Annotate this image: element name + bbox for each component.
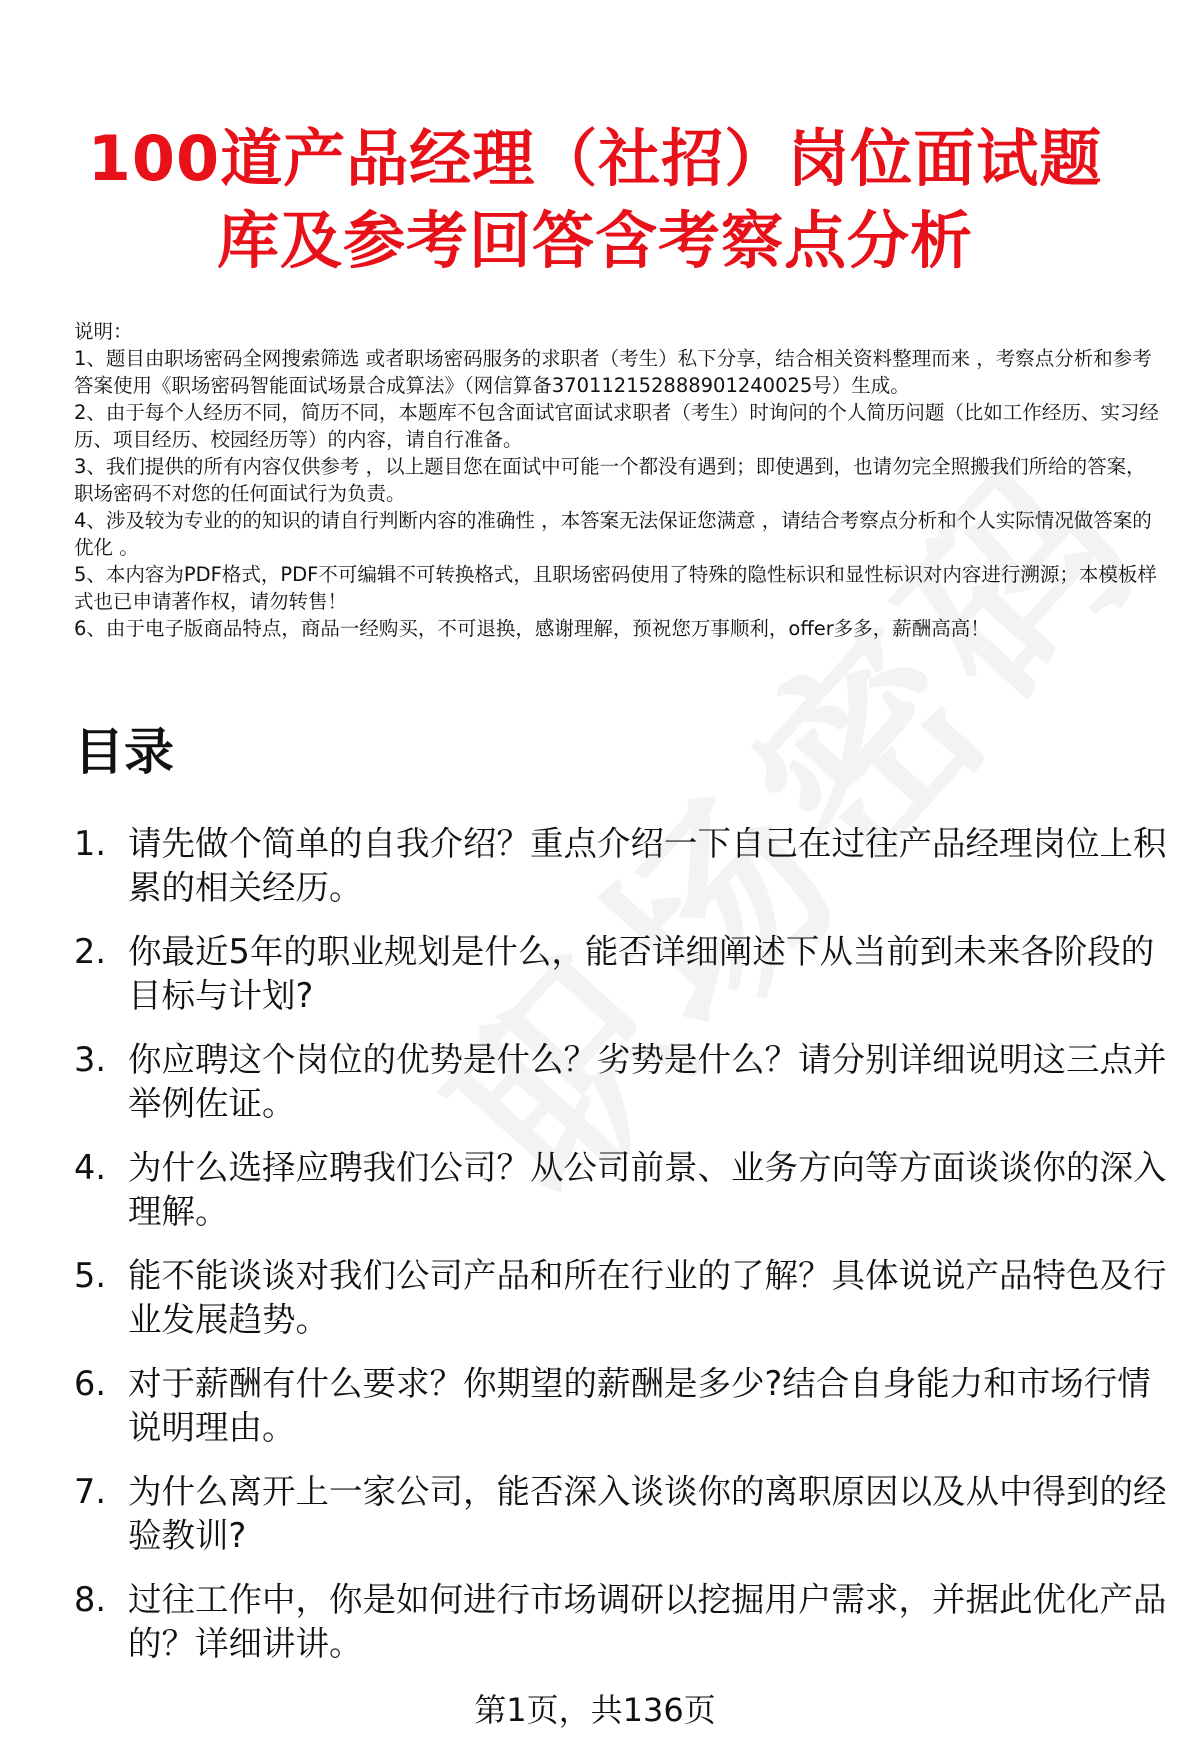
toc-list	[74, 822, 1170, 1686]
toc-item	[74, 822, 1170, 910]
toc-item	[74, 1254, 1170, 1342]
toc-item-text: 请先做个简单的自我介绍？重点介绍一下自己在过往产品经理岗位上积累的相关经历。	[128, 824, 1167, 907]
title-line-2: 库及参考回答含考察点分析	[216, 204, 973, 277]
toc-item-text: 为什么离开上一家公司，能否深入谈谈你的离职原因以及从中得到的经验教训?	[128, 1472, 1167, 1555]
toc-item	[74, 1362, 1170, 1450]
toc-item-number: 4.	[74, 1148, 106, 1187]
note-item: 1、题目由职场密码全网搜索筛选 或者职场密码服务的求职者（考生）私下分享，结合相关资料整理而来 ，考察点分析和参考答案使用《职场密码智能面试场景合成算法》（网信算备370112152888901240025号）生成。	[74, 347, 1152, 397]
toc-item	[74, 1038, 1170, 1126]
toc-item-text: 你应聘这个岗位的优势是什么？劣势是什么？请分别详细说明这三点并举例佐证。	[128, 1040, 1167, 1123]
toc-heading: 目录	[74, 723, 174, 781]
toc-item-number: 7.	[74, 1472, 106, 1511]
toc-item	[74, 930, 1170, 1018]
note-item: 5、本内容为PDF格式，PDF不可编辑不可转换格式，且职场密码使用了特殊的隐性标识和显性标识对内容进行溯源；本模板样式也已申请著作权，请勿转售！	[74, 563, 1157, 613]
document-title	[40, 118, 1150, 282]
toc-item-number: 8.	[74, 1580, 106, 1619]
note-item: 2、由于每个人经历不同，简历不同，本题库不包含面试官面试求职者（考生）时询问的个人简历问题（比如工作经历、实习经历、项目经历、校园经历等）的内容，请自行准备。	[74, 401, 1159, 451]
notes-section	[74, 318, 1164, 642]
note-item: 4、涉及较为专业的的知识的请自行判断内容的准确性 ，本答案无法保证您满意 ，请结合考察点分析和个人实际情况做答案的优化 。	[74, 509, 1152, 559]
toc-item-number: 3.	[74, 1040, 106, 1079]
toc-item	[74, 1578, 1170, 1666]
toc-item	[74, 1146, 1170, 1234]
toc-item-text: 能不能谈谈对我们公司产品和所在行业的了解？具体说说产品特色及行业发展趋势。	[128, 1256, 1167, 1339]
toc-item-text: 过往工作中，你是如何进行市场调研以挖掘用户需求，并据此优化产品的？详细讲讲。	[128, 1580, 1167, 1663]
note-item: 3、我们提供的所有内容仅供参考 ，以上题目您在面试中可能一个都没有遇到；即使遇到，也请勿完全照搬我们所给的答案，职场密码不对您的任何面试行为负责。	[74, 455, 1146, 505]
toc-item-text: 为什么选择应聘我们公司？从公司前景、业务方向等方面谈谈你的深入理解。	[128, 1148, 1167, 1231]
page-footer: 第1页，共136页	[474, 1691, 716, 1729]
toc-item	[74, 1470, 1170, 1558]
toc-item-number: 6.	[74, 1364, 106, 1403]
toc-item-text: 对于薪酬有什么要求？你期望的薪酬是多少?结合自身能力和市场行情说明理由。	[128, 1364, 1151, 1447]
toc-item-number: 1.	[74, 824, 106, 863]
note-item: 6、由于电子版商品特点，商品一经购买，不可退换，感谢理解，预祝您万事顺利，offer多多，薪酬高高！	[74, 617, 990, 640]
toc-item-text: 你最近5年的职业规划是什么，能否详细阐述下从当前到未来各阶段的目标与计划?	[128, 932, 1155, 1015]
notes-heading: 说明：	[74, 320, 133, 343]
toc-item-number: 5.	[74, 1256, 106, 1295]
toc-item-number: 2.	[74, 932, 106, 971]
title-line-1: 100道产品经理（社招）岗位面试题	[87, 122, 1103, 195]
